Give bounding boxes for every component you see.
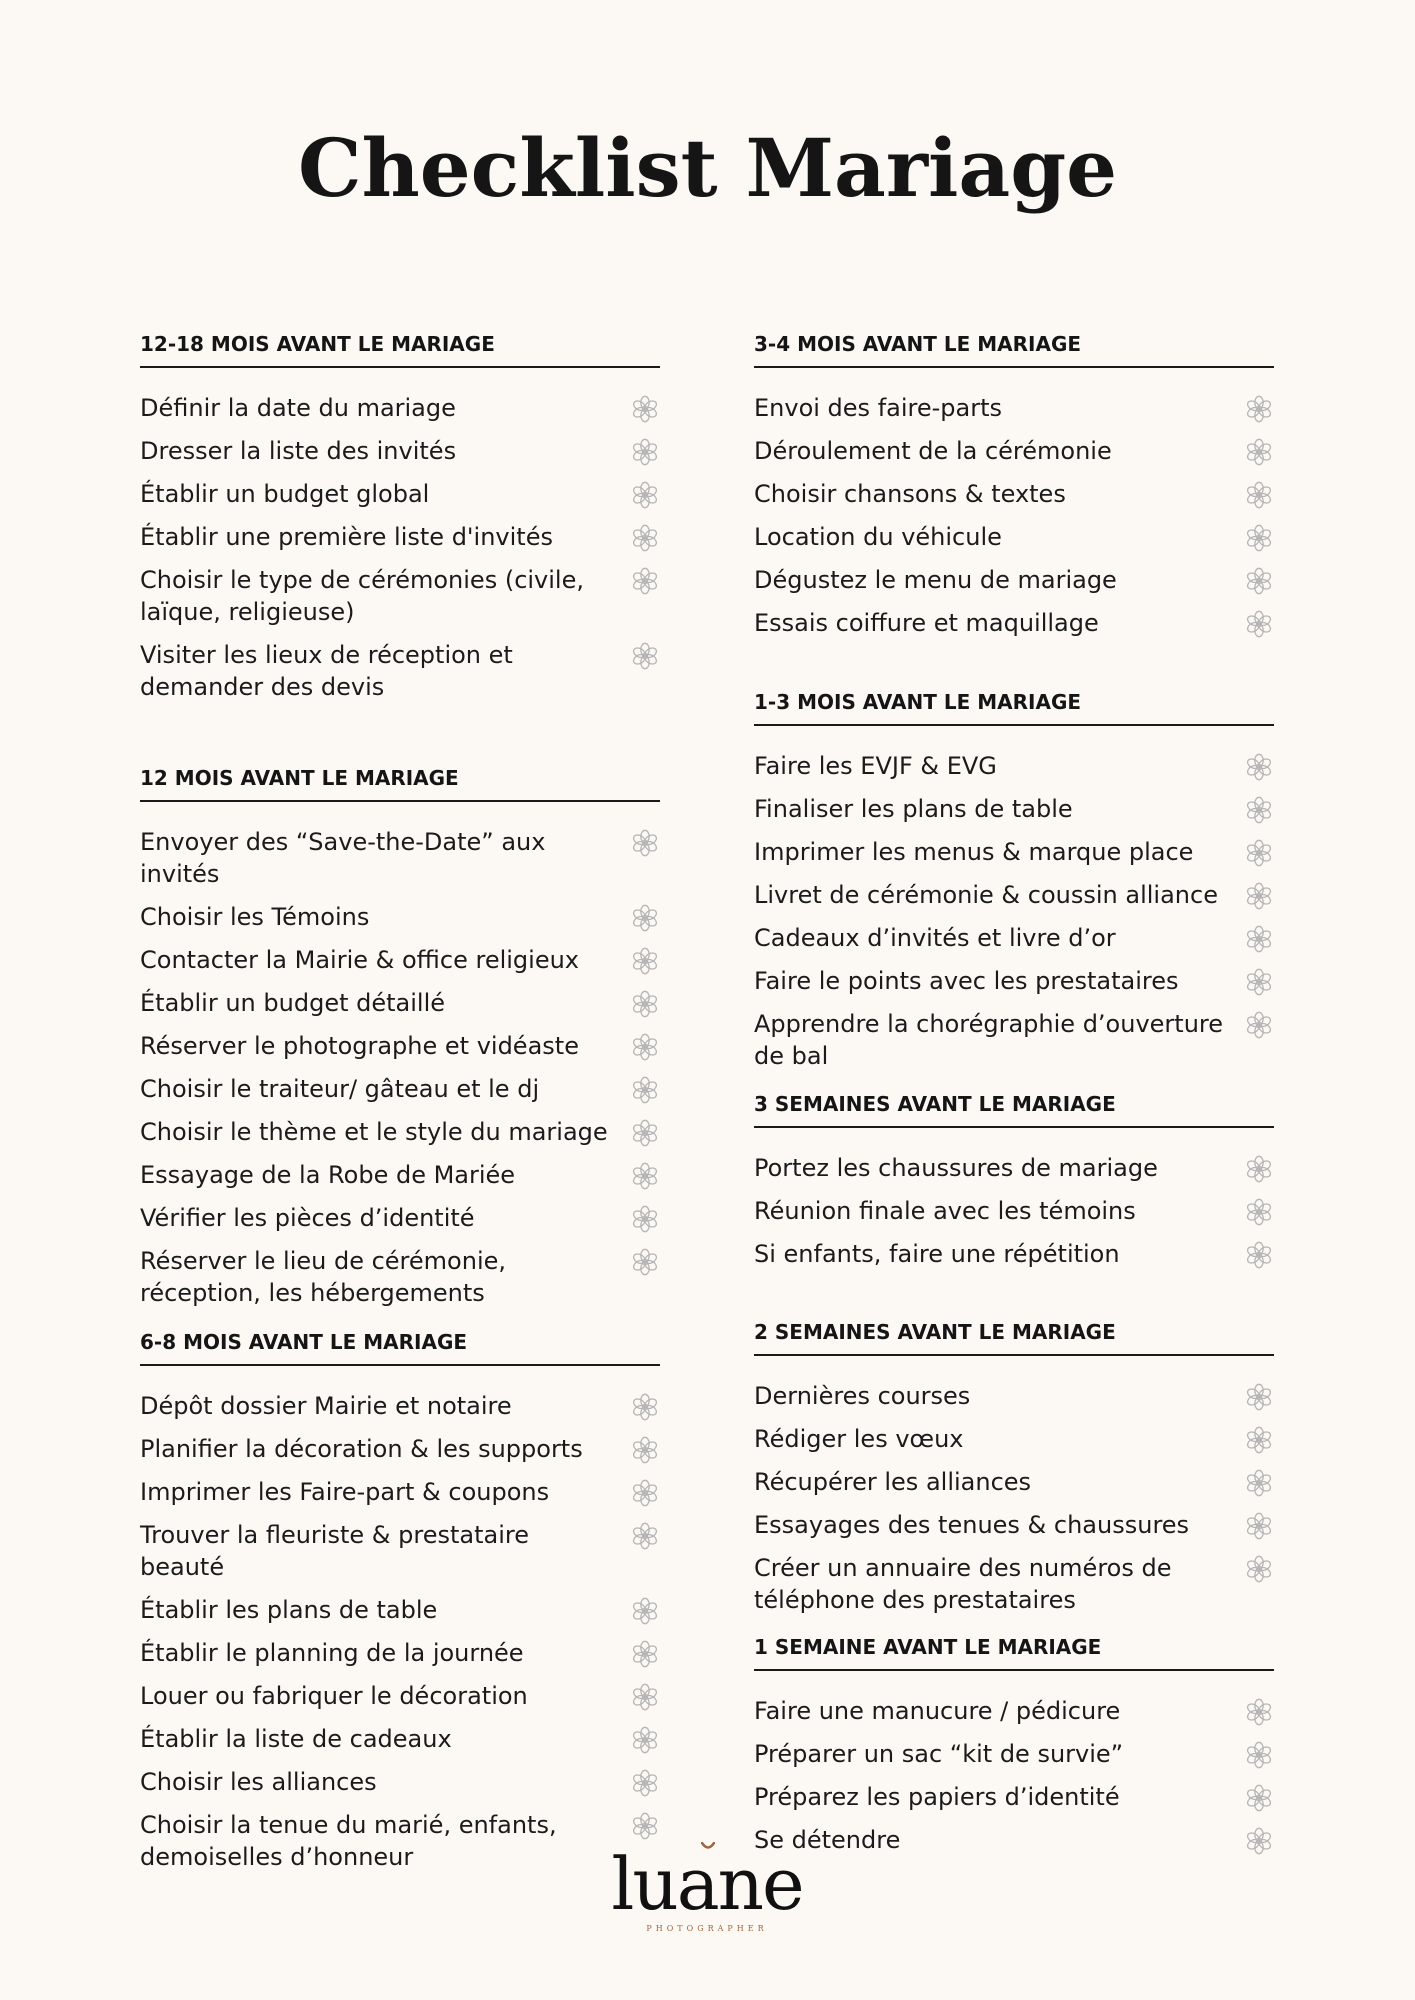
checklist-item-label: Imprimer les menus & marque place	[754, 838, 1194, 866]
flower-icon[interactable]	[1244, 480, 1274, 510]
checklist-item[interactable]	[140, 1476, 660, 1508]
checklist-item[interactable]	[754, 1238, 1274, 1270]
flower-icon[interactable]	[630, 1075, 660, 1105]
checklist-item[interactable]	[140, 521, 660, 553]
checklist-item[interactable]	[140, 392, 660, 424]
checklist-item[interactable]	[754, 1781, 1274, 1813]
checklist-item[interactable]	[140, 564, 660, 628]
checklist-item-label: Établir les plans de table	[140, 1596, 438, 1624]
checklist-item-label: Louer ou fabriquer le décoration	[140, 1682, 528, 1710]
checklist-item-label: Envoi des faire-parts	[754, 394, 1003, 422]
checklist-item-label: Choisir les Témoins	[140, 903, 370, 931]
checklist-item-label: Faire une manucure / pédicure	[754, 1697, 1121, 1725]
flower-icon[interactable]	[630, 1596, 660, 1626]
checklist-item[interactable]	[140, 1809, 660, 1873]
checklist-item-label: Planifier la décoration & les supports	[140, 1435, 583, 1463]
checklist-item-label: Préparez les papiers d’identité	[754, 1783, 1120, 1811]
section-6-8-mois	[140, 1328, 660, 1884]
checklist-item[interactable]	[754, 836, 1274, 868]
logo-accent-icon	[701, 1842, 715, 1852]
section-12-mois	[140, 764, 660, 1320]
checklist-item[interactable]	[754, 1466, 1274, 1498]
checklist-item[interactable]	[140, 987, 660, 1019]
checklist-item-label: Choisir le type de cérémonies (civile, laïque, religieuse)	[140, 566, 584, 626]
flower-icon[interactable]	[630, 566, 660, 596]
flower-icon[interactable]	[630, 1811, 660, 1841]
checklist-item-label: Dépôt dossier Mairie et notaire	[140, 1392, 512, 1420]
checklist-item-label: Visiter les lieux de réception et demander des devis	[140, 641, 513, 701]
checklist-item[interactable]	[754, 1552, 1274, 1616]
checklist-item[interactable]	[754, 564, 1274, 596]
checklist-item-label: Dégustez le menu de mariage	[754, 566, 1117, 594]
flower-icon[interactable]	[630, 1204, 660, 1234]
flower-icon[interactable]	[1244, 967, 1274, 997]
checklist-item-label: Établir un budget global	[140, 480, 430, 508]
checklist-item[interactable]	[754, 1509, 1274, 1541]
checklist-item-label: Si enfants, faire une répétition	[754, 1240, 1120, 1268]
checklist	[754, 1695, 1274, 1856]
checklist-item[interactable]	[754, 607, 1274, 639]
flower-icon[interactable]	[1244, 881, 1274, 911]
checklist-item-label: Créer un annuaire des numéros de téléphone des prestataires	[754, 1554, 1172, 1614]
checklist	[140, 392, 660, 703]
flower-icon[interactable]	[1244, 437, 1274, 467]
flower-icon[interactable]	[630, 1392, 660, 1422]
checklist-item[interactable]	[754, 435, 1274, 467]
section-3-4-mois	[754, 330, 1274, 650]
checklist-item[interactable]	[140, 639, 660, 703]
flower-icon[interactable]	[1244, 1511, 1274, 1541]
checklist-item-label: Imprimer les Faire-part & coupons	[140, 1478, 550, 1506]
checklist-item-label: Choisir le thème et le style du mariage	[140, 1118, 608, 1146]
checklist-item[interactable]	[140, 1433, 660, 1465]
flower-icon[interactable]	[630, 641, 660, 671]
checklist-item-label: Réunion finale avec les témoins	[754, 1197, 1136, 1225]
checklist-item-label: Choisir les alliances	[140, 1768, 377, 1796]
checklist-item-label: Faire les EVJF & EVG	[754, 752, 997, 780]
flower-icon[interactable]	[630, 523, 660, 553]
checklist-item[interactable]	[754, 1695, 1274, 1727]
checklist-item[interactable]	[754, 750, 1274, 782]
flower-icon[interactable]	[1244, 1826, 1274, 1856]
checklist-item-label: Cadeaux d’invités et livre d’or	[754, 924, 1116, 952]
checklist-item-label: Déroulement de la cérémonie	[754, 437, 1112, 465]
checklist-item[interactable]	[140, 1202, 660, 1234]
checklist-item[interactable]	[754, 1738, 1274, 1770]
flower-icon[interactable]	[630, 437, 660, 467]
flower-icon[interactable]	[630, 1521, 660, 1551]
checklist-item[interactable]	[140, 1723, 660, 1755]
checklist-item-label: Portez les chaussures de mariage	[754, 1154, 1158, 1182]
section-title: 3-4 MOIS AVANT LE MARIAGE	[754, 330, 1274, 368]
flower-icon[interactable]	[630, 1247, 660, 1277]
section-title: 1-3 MOIS AVANT LE MARIAGE	[754, 688, 1274, 726]
flower-icon[interactable]	[630, 394, 660, 424]
flower-icon[interactable]	[1244, 566, 1274, 596]
section-title: 2 SEMAINES AVANT LE MARIAGE	[754, 1318, 1274, 1356]
checklist-item[interactable]	[140, 478, 660, 510]
flower-icon[interactable]	[1244, 795, 1274, 825]
checklist-item[interactable]	[140, 1594, 660, 1626]
flower-icon[interactable]	[630, 1478, 660, 1508]
section-3-semaines	[754, 1090, 1274, 1281]
checklist-item-label: Livret de cérémonie & coussin alliance	[754, 881, 1218, 909]
checklist-item[interactable]	[140, 1766, 660, 1798]
logo	[607, 1842, 807, 1938]
checklist	[140, 1390, 660, 1873]
flower-icon[interactable]	[1244, 523, 1274, 553]
checklist-item[interactable]	[140, 1390, 660, 1422]
checklist-item-label: Dresser la liste des invités	[140, 437, 457, 465]
section-title: 12-18 MOIS AVANT LE MARIAGE	[140, 330, 660, 368]
checklist-item-label: Réserver le lieu de cérémonie, réception, les hébergements	[140, 1247, 506, 1307]
flower-icon[interactable]	[1244, 924, 1274, 954]
checklist-item[interactable]	[140, 1159, 660, 1191]
checklist-item-label: Apprendre la chorégraphie d’ouverture de bal	[754, 1010, 1224, 1070]
checklist-item[interactable]	[140, 1116, 660, 1148]
flower-icon[interactable]	[1244, 1697, 1274, 1727]
flower-icon[interactable]	[1244, 1783, 1274, 1813]
checklist-item[interactable]	[140, 1519, 660, 1583]
checklist-item-label: Établir la liste de cadeaux	[140, 1725, 452, 1753]
checklist-item[interactable]	[140, 901, 660, 933]
checklist-item[interactable]	[140, 944, 660, 976]
logo-subtitle: PHOTOGRAPHER	[646, 1924, 768, 1933]
checklist-item[interactable]	[140, 826, 660, 890]
logo-wordmark: luane	[611, 1842, 803, 1926]
checklist-item-label: Location du véhicule	[754, 523, 1002, 551]
section-1-semaine	[754, 1633, 1274, 1867]
checklist-item[interactable]	[754, 793, 1274, 825]
checklist-item-label: Choisir chansons & textes	[754, 480, 1066, 508]
checklist	[754, 392, 1274, 639]
checklist-item[interactable]	[140, 1637, 660, 1669]
page-title: Checklist Mariage	[297, 121, 1118, 215]
checklist-item-label: Récupérer les alliances	[754, 1468, 1032, 1496]
checklist-item-label: Faire le points avec les prestataires	[754, 967, 1179, 995]
flower-icon[interactable]	[1244, 1425, 1274, 1455]
checklist-item[interactable]	[754, 879, 1274, 911]
flower-icon[interactable]	[630, 1682, 660, 1712]
section-title: 6-8 MOIS AVANT LE MARIAGE	[140, 1328, 660, 1366]
flower-icon[interactable]	[630, 828, 660, 858]
checklist-item-label: Essayages des tenues & chaussures	[754, 1511, 1190, 1539]
checklist-item-label: Rédiger les vœux	[754, 1425, 964, 1453]
checklist	[754, 750, 1274, 1072]
checklist-item[interactable]	[754, 1152, 1274, 1184]
checklist-item[interactable]	[754, 922, 1274, 954]
flower-icon[interactable]	[630, 946, 660, 976]
flower-icon[interactable]	[630, 480, 660, 510]
flower-icon[interactable]	[1244, 1010, 1274, 1040]
section-2-semaines	[754, 1318, 1274, 1627]
flower-icon[interactable]	[1244, 1740, 1274, 1770]
checklist-item-label: Établir le planning de la journée	[140, 1639, 524, 1667]
checklist-item-label: Choisir le traiteur/ gâteau et le dj	[140, 1075, 540, 1103]
checklist-item-label: Essayage de la Robe de Mariée	[140, 1161, 516, 1189]
section-title: 1 SEMAINE AVANT LE MARIAGE	[754, 1633, 1274, 1671]
flower-icon[interactable]	[630, 903, 660, 933]
flower-icon[interactable]	[1244, 1468, 1274, 1498]
checklist-item[interactable]	[754, 478, 1274, 510]
checklist-item-label: Contacter la Mairie & office religieux	[140, 946, 579, 974]
flower-icon[interactable]	[1244, 1154, 1274, 1184]
flower-icon[interactable]	[630, 1639, 660, 1669]
checklist-item-label: Établir un budget détaillé	[140, 989, 446, 1017]
checklist-item-label: Définir la date du mariage	[140, 394, 456, 422]
checklist-item[interactable]	[754, 965, 1274, 997]
checklist-item-label: Essais coiffure et maquillage	[754, 609, 1099, 637]
flower-icon[interactable]	[630, 989, 660, 1019]
checklist-item[interactable]	[754, 1380, 1274, 1412]
checklist-item-label: Envoyer des “Save-the-Date” aux invités	[140, 828, 546, 888]
checklist-item[interactable]	[754, 521, 1274, 553]
section-12-18-mois	[140, 330, 660, 714]
checklist	[754, 1152, 1274, 1270]
checklist-item[interactable]	[754, 392, 1274, 424]
section-title: 12 MOIS AVANT LE MARIAGE	[140, 764, 660, 802]
flower-icon[interactable]	[630, 1032, 660, 1062]
section-1-3-mois	[754, 688, 1274, 1083]
checklist-item[interactable]	[140, 1245, 660, 1309]
checklist-item-label: Trouver la fleuriste & prestataire beauté	[140, 1521, 529, 1581]
flower-icon[interactable]	[1244, 752, 1274, 782]
section-title: 3 SEMAINES AVANT LE MARIAGE	[754, 1090, 1274, 1128]
flower-icon[interactable]	[630, 1118, 660, 1148]
flower-icon[interactable]	[1244, 1382, 1274, 1412]
checklist-item[interactable]	[754, 1195, 1274, 1227]
checklist-item-label: Préparer un sac “kit de survie”	[754, 1740, 1124, 1768]
checklist	[754, 1380, 1274, 1616]
checklist-item-label: Réserver le photographe et vidéaste	[140, 1032, 579, 1060]
flower-icon[interactable]	[1244, 1240, 1274, 1270]
flower-icon[interactable]	[1244, 838, 1274, 868]
flower-icon[interactable]	[1244, 394, 1274, 424]
checklist-item-label: Établir une première liste d'invités	[140, 523, 553, 551]
checklist-item[interactable]	[140, 1030, 660, 1062]
checklist-item[interactable]	[140, 435, 660, 467]
checklist-item-label: Choisir la tenue du marié, enfants, demoiselles d’honneur	[140, 1811, 557, 1871]
flower-icon[interactable]	[630, 1435, 660, 1465]
checklist-item-label: Finaliser les plans de table	[754, 795, 1073, 823]
flower-icon[interactable]	[630, 1725, 660, 1755]
checklist-item[interactable]	[754, 1423, 1274, 1455]
checklist-item-label: Vérifier les pièces d’identité	[140, 1204, 475, 1232]
flower-icon[interactable]	[630, 1161, 660, 1191]
checklist-item-label: Se détendre	[754, 1826, 901, 1854]
flower-icon[interactable]	[630, 1768, 660, 1798]
flower-icon[interactable]	[1244, 1197, 1274, 1227]
checklist-item-label: Dernières courses	[754, 1382, 971, 1410]
checklist-item[interactable]	[140, 1680, 660, 1712]
checklist-item[interactable]	[754, 1008, 1274, 1072]
flower-icon[interactable]	[1244, 609, 1274, 639]
flower-icon[interactable]	[1244, 1554, 1274, 1584]
checklist	[140, 826, 660, 1309]
checklist-item[interactable]	[140, 1073, 660, 1105]
checklist-item[interactable]	[754, 1824, 1274, 1856]
